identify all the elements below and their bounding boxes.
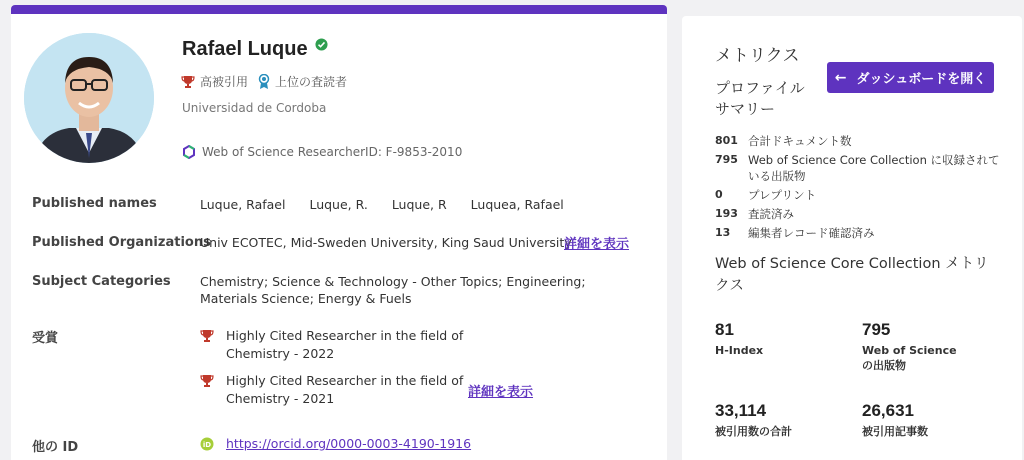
orcid-icon [200, 437, 214, 451]
summary-row [715, 225, 1005, 241]
summary-count: 13 [715, 226, 731, 239]
award-item [200, 372, 466, 408]
stat-value: 26,631 [862, 401, 914, 420]
stat-caption: H-Index [715, 344, 764, 357]
stat-value: 33,114 [715, 401, 767, 420]
other-id-label: 他の ID [32, 440, 79, 455]
summary-count: 193 [715, 207, 738, 220]
published-name: Luquea, Rafael [470, 197, 564, 212]
badges [181, 73, 357, 90]
published-name: Luque, R [391, 197, 447, 212]
award-text: Highly Cited Researcher in the field of Chemistry - 2021 [226, 373, 464, 406]
summary-label: 合計ドキュメント数 [748, 134, 852, 148]
orgs-show-details-link[interactable]: 詳細を表示 [564, 237, 630, 252]
highly-cited-badge [181, 73, 248, 90]
highly-cited-label: 高被引用 [200, 75, 249, 89]
awards-show-details-link[interactable]: 詳細を表示 [468, 385, 534, 400]
published-name: Luque, Rafael [200, 197, 286, 212]
researcher-name: Rafael Luque [182, 38, 308, 60]
summary-label: 編集者レコード確認済み [748, 226, 875, 240]
award-item [200, 327, 466, 363]
summary-count: 795 [715, 153, 738, 166]
accent-bar [11, 5, 667, 14]
summary-label: 査読済み [748, 207, 794, 221]
awards-label: 受賞 [32, 331, 59, 346]
open-dashboard-label: ダッシュボードを開く [856, 72, 987, 87]
summary-row [715, 206, 1005, 222]
stat-value: 81 [715, 320, 734, 339]
arrow-left-icon: ← [834, 69, 847, 86]
orcid-row [200, 436, 471, 451]
stat-citing-articles [862, 401, 928, 439]
published-name: Luque, R. [309, 197, 368, 212]
summary-label: プレプリント [748, 188, 817, 202]
clarivate-logo-icon [182, 145, 196, 159]
published-names-list [200, 196, 584, 213]
summary-label: Web of Science Core Collection に収録されている出版物 [748, 153, 1000, 183]
researcher-id [182, 145, 462, 159]
top-reviewer-label: 上位の査読者 [275, 75, 348, 89]
profile-summary-title: プロファイルサマリー [715, 79, 805, 118]
summary-row [715, 187, 1005, 203]
stat-wos-publications [862, 320, 962, 373]
published-orgs-label: Published Organizations [32, 235, 211, 250]
metrics-card [682, 16, 1022, 460]
trophy-icon [181, 75, 195, 89]
published-names-label: Published names [32, 196, 157, 211]
verified-check-icon [315, 38, 328, 51]
affiliation: Universidad de Cordoba [182, 101, 327, 115]
stat-caption: 被引用記事数 [862, 425, 928, 438]
stat-h-index [715, 320, 763, 358]
ribbon-medal-icon [258, 74, 270, 90]
summary-row [715, 133, 1005, 149]
award-text: Highly Cited Researcher in the field of Chemistry - 2022 [226, 328, 464, 361]
top-reviewer-badge [258, 73, 347, 90]
open-dashboard-button[interactable] [827, 62, 994, 93]
svg-text:iD: iD [202, 440, 212, 449]
avatar [24, 33, 154, 163]
stat-value: 795 [862, 320, 891, 339]
orcid-link[interactable]: https://orcid.org/0000-0003-4190-1916 [226, 436, 472, 451]
subject-categories-value: Chemistry; Science & Technology - Other Topics; Engineering; Materials Science; Energy & Fuels [200, 274, 586, 306]
trophy-icon [200, 329, 214, 343]
subject-categories-label: Subject Categories [32, 274, 171, 289]
researcher-id-text: Web of Science ResearcherID: F-9853-2010 [202, 145, 463, 159]
summary-count: 0 [715, 188, 723, 201]
profile-summary [715, 133, 1005, 244]
metrics-title: メトリクス [715, 46, 800, 66]
stat-caption: Web of Science の出版物 [862, 344, 957, 372]
summary-count: 801 [715, 134, 738, 147]
wos-metrics-title: Web of Science Core Collection メトリクス [715, 256, 989, 294]
summary-row [715, 152, 1005, 184]
published-orgs-value: Univ ECOTEC, Mid-Sweden University, King Saud University [200, 235, 572, 250]
stat-total-citations [715, 401, 792, 439]
trophy-icon [200, 374, 214, 388]
profile-card [11, 5, 667, 460]
stat-caption: 被引用数の合計 [715, 425, 792, 438]
